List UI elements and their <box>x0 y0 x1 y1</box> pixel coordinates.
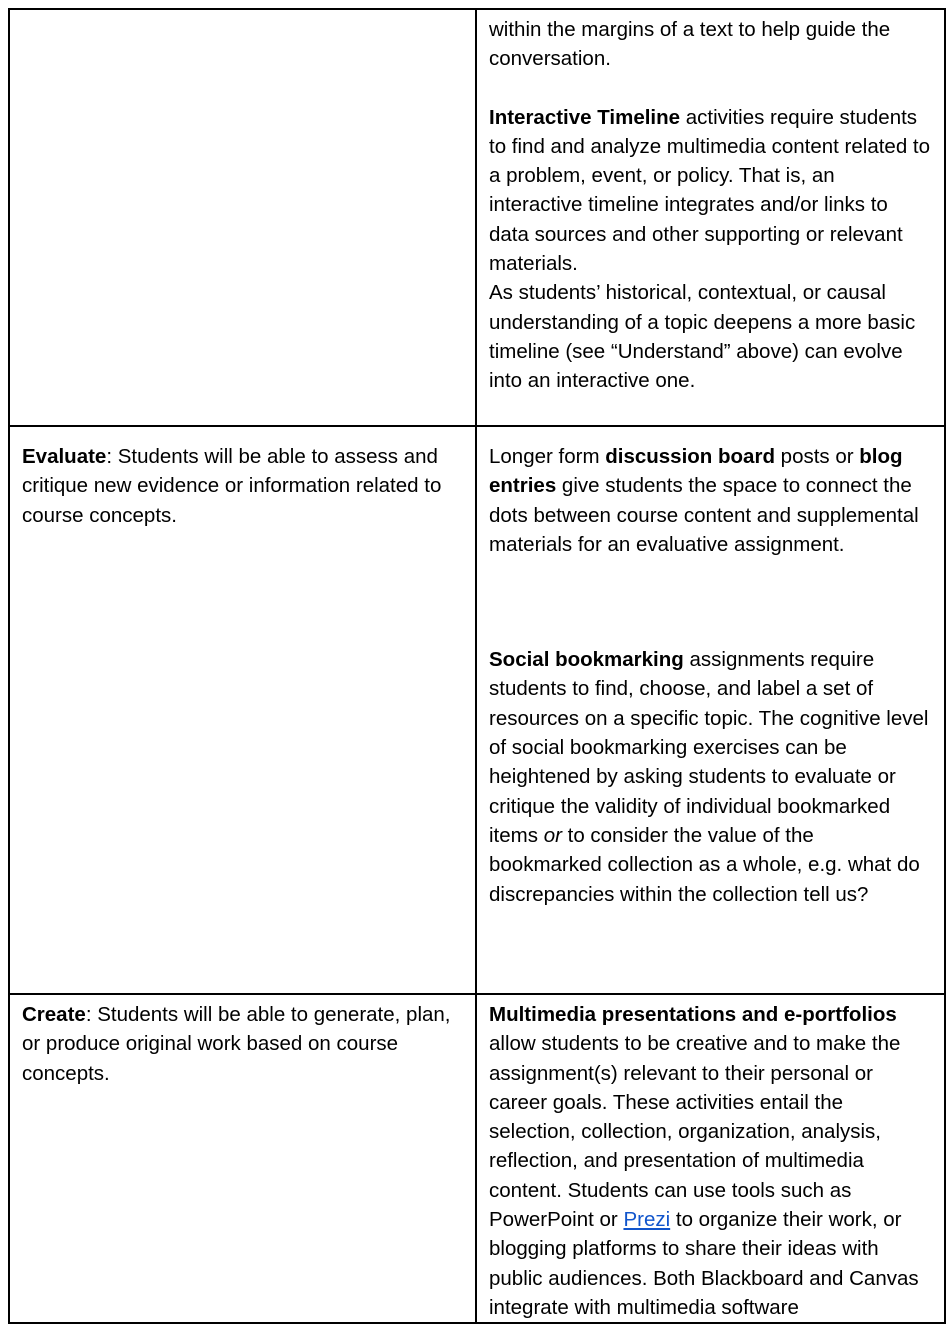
objective-create <box>22 1000 463 1088</box>
activity-cell <box>476 426 945 994</box>
paragraph-social-bookmarking <box>489 645 932 909</box>
term-interactive-timeline: Interactive Timeline <box>489 105 681 129</box>
text-span: give students the space to connect the dots between course content and supplemental materials for an evaluative assignment. <box>489 474 919 556</box>
paragraph-multimedia <box>489 1000 932 1322</box>
level-evaluate: Evaluate <box>22 445 107 468</box>
text-span: to organize their work, or blogging platforms to share their ideas with public audiences. Both Blackboard and Canvas integrate with multimedia software <box>489 1208 919 1319</box>
emphasis-or: or <box>543 823 562 847</box>
activity-cell <box>476 9 945 426</box>
term-social-bookmarking: Social bookmarking <box>489 648 684 672</box>
table-row <box>9 994 945 1323</box>
objective-evaluate <box>22 442 463 530</box>
table-row <box>9 426 945 994</box>
paragraph-interactive-timeline <box>489 103 932 279</box>
description-interactive-timeline: activities require students to find and analyze multimedia content related to a problem, event, or policy. That is, an interactive timeline integrates and/or links to data sources and other supporting or relevant materials. <box>489 105 931 276</box>
objective-cell-empty <box>9 9 476 426</box>
term-multimedia-presentations: Multimedia presentations and e-portfolios <box>489 1003 897 1026</box>
prezi-link[interactable]: Prezi <box>623 1208 671 1232</box>
text-span: allow students to be creative and to make the assignment(s) relevant to their personal or career goals. These activities entail the selection, collection, organization, analysis, reflection, and presentation of multimedia content. Students can use tools such as PowerPoint or <box>489 1032 901 1232</box>
text-span: Longer form <box>489 445 606 468</box>
term-blog-entries: blog entries <box>489 445 903 498</box>
text-span: assignments require students to find, choose, and label a set of resources on a specific topic. The cognitive level of social bookmarking exercises can be heightened by asking students to evaluate or critique the validity of individual bookmarked items <box>489 648 929 847</box>
objective-create-text: : Students will be able to generate, plan, or produce original work based on course concepts. <box>22 1003 451 1085</box>
objectives-activities-table <box>8 8 946 1324</box>
objective-cell-create <box>9 994 476 1323</box>
paragraph-annotation-continued: within the margins of a text to help guide the conversation. <box>489 18 891 71</box>
level-create: Create <box>22 1003 86 1026</box>
text-span: to consider the value of the bookmarked collection as a whole, e.g. what do discrepancies within the collection tell us? <box>489 823 920 906</box>
objective-evaluate-text: : Students will be able to assess and critique new evidence or information related to course concepts. <box>22 445 442 527</box>
activity-cell <box>476 994 945 1323</box>
paragraph-timeline-evolution: As students’ historical, contextual, or causal understanding of a topic deepens a more basic timeline (see “Understand” above) can evolve into an interactive one. <box>489 281 916 393</box>
term-discussion-board: discussion board <box>605 445 775 468</box>
table-row <box>9 9 945 426</box>
text-span: posts or <box>774 445 860 468</box>
objective-cell-evaluate <box>9 426 476 994</box>
paragraph-discussion-board <box>489 442 932 559</box>
